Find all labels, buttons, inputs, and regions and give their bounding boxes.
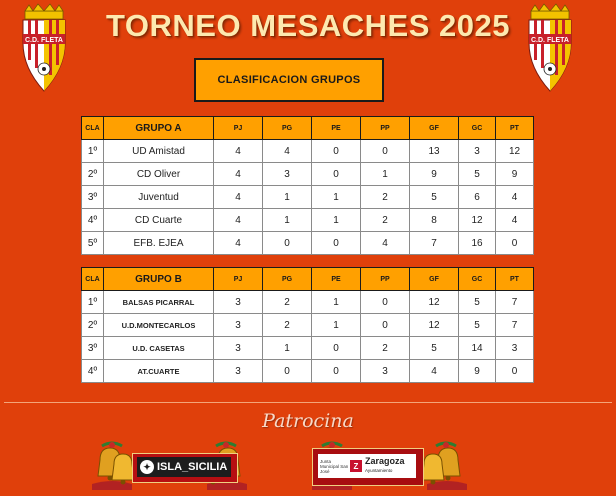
table-row	[82, 163, 534, 186]
group-a-pj-cell: 4	[214, 163, 263, 186]
group-b-pj-cell: 3	[214, 360, 263, 383]
group-a-pt-cell: 12	[496, 140, 534, 163]
group-b-pt-cell: 7	[496, 314, 534, 337]
group-a-gf-cell: 5	[410, 186, 459, 209]
group-b-name: GRUPO B	[104, 268, 214, 291]
col-pt: PT	[496, 268, 534, 291]
table-header-row	[82, 268, 534, 291]
crown-icon	[25, 4, 63, 19]
group-b-pos-cell: 3º	[82, 337, 104, 360]
col-cla: CLA	[82, 117, 104, 140]
group-b-team-cell: AT.CUARTE	[104, 360, 214, 383]
group-a-pg-cell: 3	[263, 163, 312, 186]
group-a-pos-cell: 1º	[82, 140, 104, 163]
club-crest-left	[19, 3, 69, 93]
group-a-pp-cell: 2	[361, 209, 410, 232]
group-a-pj-cell: 4	[214, 140, 263, 163]
group-a-pt-cell: 0	[496, 232, 534, 255]
crown-icon	[531, 4, 569, 19]
group-a-team-cell: EFB. EJEA	[104, 232, 214, 255]
col-pe: PE	[312, 268, 361, 291]
group-b-pg-cell: 2	[263, 314, 312, 337]
group-a-pos-cell: 2º	[82, 163, 104, 186]
group-b-table	[81, 267, 534, 383]
group-a-table	[81, 116, 534, 255]
group-a-pp-cell: 4	[361, 232, 410, 255]
group-b-pos-cell: 1º	[82, 291, 104, 314]
group-b-pj-cell: 3	[214, 337, 263, 360]
group-b-team-cell: U.D.MONTECARLOS	[104, 314, 214, 337]
table-row	[82, 209, 534, 232]
group-a-gc-cell: 12	[459, 209, 496, 232]
isla-sicilia-logo	[137, 457, 231, 477]
club-crest-right	[525, 3, 575, 93]
group-b-gc-cell: 14	[459, 337, 496, 360]
zaragoza-logo	[318, 454, 416, 478]
group-a-team-cell: UD Amistad	[104, 140, 214, 163]
col-gf: GF	[410, 117, 459, 140]
group-b-team-cell: BALSAS PICARRAL	[104, 291, 214, 314]
isla-sicilia-icon: ✦	[140, 460, 154, 474]
group-a-pg-cell: 1	[263, 186, 312, 209]
group-a-pt-cell: 4	[496, 209, 534, 232]
sponsor2-name: Zaragoza	[365, 456, 405, 466]
group-a-pg-cell: 4	[263, 140, 312, 163]
table-row	[82, 140, 534, 163]
group-a-pe-cell: 0	[312, 163, 361, 186]
table-row	[82, 186, 534, 209]
group-a-pg-cell: 0	[263, 232, 312, 255]
table-header-row	[82, 117, 534, 140]
col-gc: GC	[459, 268, 496, 291]
group-a-pj-cell: 4	[214, 232, 263, 255]
group-b-gf-cell: 12	[410, 291, 459, 314]
group-b-gf-cell: 12	[410, 314, 459, 337]
group-a-pp-cell: 2	[361, 186, 410, 209]
group-b-team-cell: U.D. CASETAS	[104, 337, 214, 360]
group-b-pt-cell: 0	[496, 360, 534, 383]
group-a-pos-cell: 5º	[82, 232, 104, 255]
col-pj: PJ	[214, 268, 263, 291]
group-b-gf-cell: 5	[410, 337, 459, 360]
group-a-pos-cell: 4º	[82, 209, 104, 232]
group-a-team-cell: CD Oliver	[104, 163, 214, 186]
group-a-pos-cell: 3º	[82, 186, 104, 209]
sponsor-isla-sicilia[interactable]	[92, 440, 247, 492]
group-b-pos-cell: 2º	[82, 314, 104, 337]
group-b-pp-cell: 2	[361, 337, 410, 360]
group-a-gc-cell: 3	[459, 140, 496, 163]
zaragoza-z-icon: Z	[350, 460, 362, 472]
group-b-gf-cell: 4	[410, 360, 459, 383]
col-pj: PJ	[214, 117, 263, 140]
sponsor-zaragoza[interactable]	[312, 440, 467, 492]
group-a-pp-cell: 1	[361, 163, 410, 186]
sponsor-heading: Patrocina	[262, 410, 354, 432]
group-a-pt-cell: 4	[496, 186, 534, 209]
group-a-gf-cell: 8	[410, 209, 459, 232]
group-b-pe-cell: 1	[312, 291, 361, 314]
table-row	[82, 337, 534, 360]
group-b-pp-cell: 0	[361, 314, 410, 337]
group-a-gc-cell: 5	[459, 163, 496, 186]
group-a-gf-cell: 9	[410, 163, 459, 186]
group-a-pe-cell: 1	[312, 209, 361, 232]
col-pp: PP	[361, 268, 410, 291]
group-a-pj-cell: 4	[214, 209, 263, 232]
crest-label: C.D. FLETA	[531, 37, 569, 44]
group-b-pj-cell: 3	[214, 314, 263, 337]
group-a-gc-cell: 6	[459, 186, 496, 209]
junta-label: Junta Municipal San José	[320, 458, 349, 474]
col-pt: PT	[496, 117, 534, 140]
group-b-pg-cell: 2	[263, 291, 312, 314]
group-b-pp-cell: 3	[361, 360, 410, 383]
group-b-pt-cell: 3	[496, 337, 534, 360]
group-a-pj-cell: 4	[214, 186, 263, 209]
page-title: TORNEO MESACHES 2025	[106, 8, 510, 43]
group-a-pe-cell: 0	[312, 140, 361, 163]
group-b-pj-cell: 3	[214, 291, 263, 314]
group-b-pg-cell: 0	[263, 360, 312, 383]
group-a-name: GRUPO A	[104, 117, 214, 140]
sponsor1-name: ISLA_SICILIA	[157, 461, 228, 473]
group-a-team-cell: CD Cuarte	[104, 209, 214, 232]
group-b-pp-cell: 0	[361, 291, 410, 314]
group-a-pt-cell: 9	[496, 163, 534, 186]
group-b-pe-cell: 1	[312, 314, 361, 337]
group-b-gc-cell: 5	[459, 291, 496, 314]
group-b-pe-cell: 0	[312, 360, 361, 383]
divider	[4, 402, 612, 403]
group-a-gf-cell: 13	[410, 140, 459, 163]
table-row	[82, 314, 534, 337]
col-pe: PE	[312, 117, 361, 140]
group-b-gc-cell: 9	[459, 360, 496, 383]
col-pg: PG	[263, 117, 312, 140]
section-title: CLASIFICACION GRUPOS	[194, 58, 384, 102]
sponsor2-sub: Ayuntamiento	[365, 468, 393, 473]
group-b-pos-cell: 4º	[82, 360, 104, 383]
col-gf: GF	[410, 268, 459, 291]
col-gc: GC	[459, 117, 496, 140]
table-row	[82, 232, 534, 255]
table-row	[82, 360, 534, 383]
group-a-gf-cell: 7	[410, 232, 459, 255]
col-pg: PG	[263, 268, 312, 291]
group-b-pg-cell: 1	[263, 337, 312, 360]
group-b-pe-cell: 0	[312, 337, 361, 360]
group-a-pp-cell: 0	[361, 140, 410, 163]
table-row	[82, 291, 534, 314]
group-b-gc-cell: 5	[459, 314, 496, 337]
col-cla: CLA	[82, 268, 104, 291]
group-a-pe-cell: 0	[312, 232, 361, 255]
group-a-pg-cell: 1	[263, 209, 312, 232]
group-b-pt-cell: 7	[496, 291, 534, 314]
group-a-pe-cell: 1	[312, 186, 361, 209]
col-pp: PP	[361, 117, 410, 140]
group-a-gc-cell: 16	[459, 232, 496, 255]
group-a-team-cell: Juventud	[104, 186, 214, 209]
crest-label: C.D. FLETA	[25, 37, 63, 44]
